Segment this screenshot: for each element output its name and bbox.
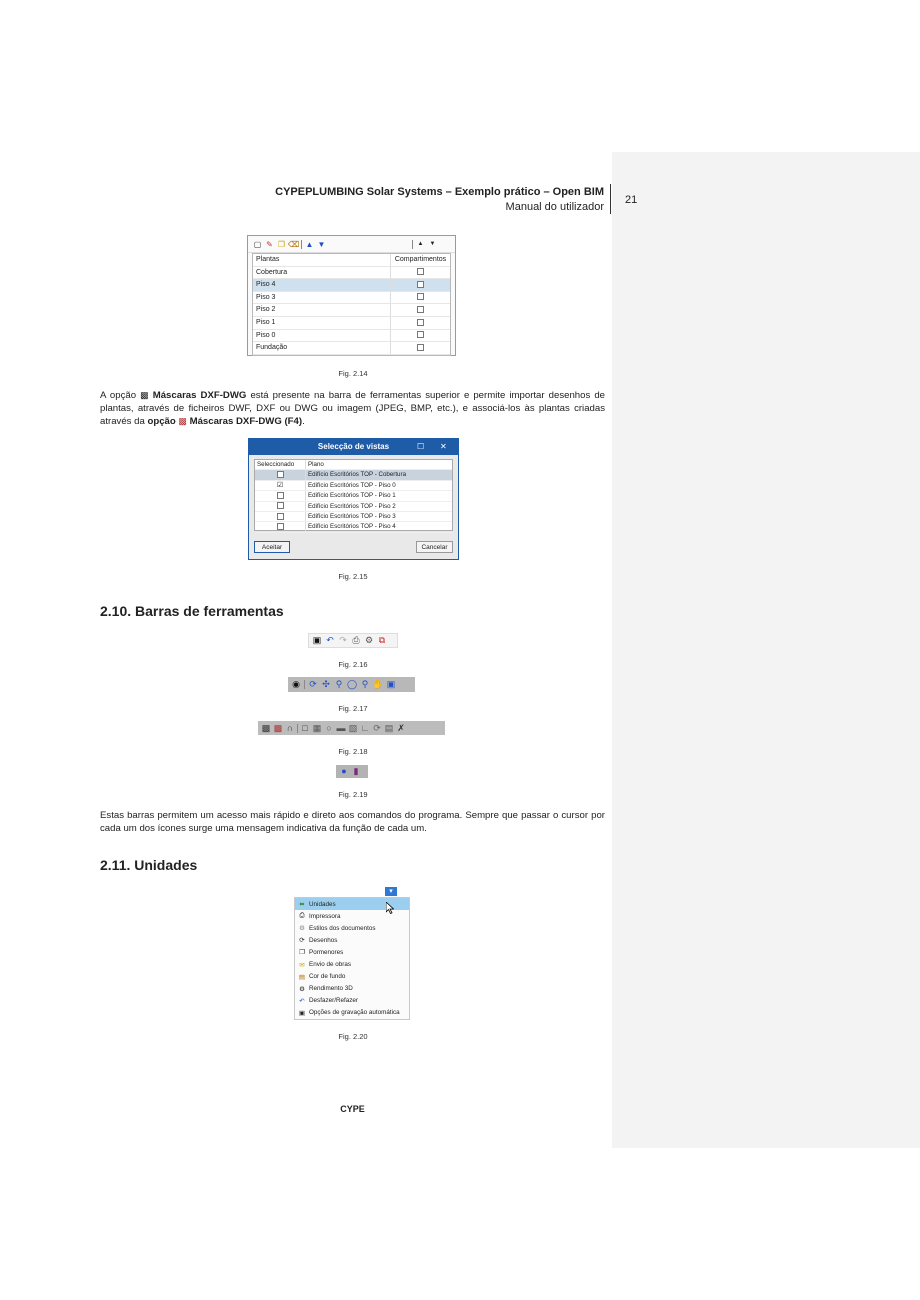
export-icon[interactable]: ⧉: [378, 635, 386, 645]
table-row-selected[interactable]: [253, 279, 450, 292]
plan-name: Edifício Escritórios TOP - Piso 3: [308, 512, 396, 520]
table-row[interactable]: [255, 491, 452, 501]
fig-2-14-plantas-panel: [247, 235, 456, 356]
figure-caption: Fig. 2.16: [338, 660, 368, 669]
square-icon[interactable]: □: [302, 722, 308, 733]
section-heading: 2.10. Barras de ferramentas: [100, 603, 284, 619]
circle-icon[interactable]: ○: [326, 722, 332, 733]
zoom-icon[interactable]: ⚲: [361, 679, 369, 689]
refresh-icon[interactable]: ⟳: [373, 722, 381, 733]
fig-2-16-toolbar: [308, 633, 398, 648]
table-header: [255, 460, 452, 470]
table-row[interactable]: [253, 292, 450, 305]
header-divider: [610, 184, 611, 214]
figure-caption: Fig. 2.14: [338, 369, 368, 378]
table-row[interactable]: [253, 330, 450, 343]
performance-3d-icon: ⚙: [299, 985, 305, 993]
plantas-table: [252, 253, 451, 356]
toolbar-separator: [301, 240, 302, 249]
menu-item-details[interactable]: ❐ Pormenores: [295, 946, 409, 958]
views-table: [254, 459, 453, 531]
dxf-icon: ▩: [140, 390, 149, 400]
arrow-up-icon[interactable]: ▲: [305, 239, 314, 249]
dxf-mask-icon[interactable]: ▩: [261, 722, 271, 733]
printer-icon: ⎙: [299, 912, 305, 920]
paragraph-masks: A opção ▩ Máscaras DXF-DWG está presente na barra de ferramentas superior e permite importar desenhos de plantas, através de ficheiros DWF, DXF ou DWG ou imagem (JPEG, BMP, etc.), e associá-los às plantas criadas através da opção ▩ Máscaras DXF-DWG (F4).: [100, 390, 605, 427]
magnet-icon[interactable]: ∩: [286, 722, 294, 733]
compartments-checkbox[interactable]: [417, 281, 424, 288]
table-row[interactable]: [255, 522, 452, 532]
layers-icon[interactable]: ▤: [384, 722, 394, 733]
header-title: CYPEPLUMBING Solar Systems – Exemplo prático – Open BIM: [275, 186, 604, 198]
dimension-icon[interactable]: ▬: [336, 722, 346, 733]
compartments-checkbox[interactable]: [417, 293, 424, 300]
toolbar-separator: [297, 724, 298, 733]
figure-caption: Fig. 2.15: [338, 572, 368, 581]
mouse-cursor-icon: [386, 902, 394, 914]
globe-icon[interactable]: ●: [341, 766, 347, 776]
arrow-down-icon[interactable]: ▼: [317, 239, 326, 249]
configuration-menu: [294, 897, 410, 1020]
column-header: Compartimentos: [394, 256, 447, 263]
header-subtitle: Manual do utilizador: [505, 201, 604, 213]
floor-name: Piso 3: [253, 292, 391, 304]
menu-item-send-projects[interactable]: ✉ Envio de obras: [295, 958, 409, 970]
accept-button[interactable]: Aceitar: [254, 541, 290, 553]
compartments-checkbox[interactable]: [417, 306, 424, 313]
configuration-dropdown-button[interactable]: ▾: [385, 887, 397, 896]
send-icon: ✉: [299, 961, 305, 969]
table-row[interactable]: [253, 317, 450, 330]
menu-item-units[interactable]: ⬌ Unidades: [295, 898, 409, 910]
plan-name: Edifício Escritórios TOP - Piso 0: [308, 481, 396, 489]
drawings-icon: ⟳: [299, 937, 305, 945]
margin-panel: [612, 152, 920, 1148]
scroll-up-icon[interactable]: ▲: [417, 240, 424, 247]
books-icon[interactable]: ▮: [353, 766, 359, 776]
paragraph-toolbars: Estas barras permitem um acesso mais rápido e direto aos comandos do programa. Sempre que passar o cursor por cada um dos ícones surge uma mensagem indicativa da função de cada um.: [100, 810, 605, 834]
axis-icon[interactable]: ∟: [360, 722, 370, 733]
fig-2-18-toolbar: [258, 721, 445, 735]
table-row[interactable]: [255, 512, 452, 522]
settings-icon[interactable]: ⚙: [364, 635, 374, 645]
print-icon[interactable]: ⎙: [352, 635, 360, 645]
footer-brand: CYPE: [340, 1104, 365, 1114]
fig-2-15-view-selection-dialog: [248, 438, 459, 560]
floor-name: Cobertura: [253, 267, 391, 279]
maximize-icon[interactable]: ☐: [417, 442, 425, 451]
select-checkbox[interactable]: [277, 492, 284, 499]
table-icon[interactable]: ▧: [348, 722, 358, 733]
menu-item-printer[interactable]: ⎙ Impressora: [295, 910, 409, 922]
table-header: [253, 254, 450, 267]
plan-name: Edifício Escritórios TOP - Piso 2: [308, 502, 396, 510]
fig-2-19-toolbar: [336, 765, 368, 778]
menu-item-undo-redo[interactable]: ↶ Desfazer/Refazer: [295, 995, 409, 1007]
compartments-checkbox[interactable]: [417, 319, 424, 326]
table-row[interactable]: [253, 304, 450, 317]
select-checkbox[interactable]: [277, 502, 284, 509]
floor-name: Piso 4: [253, 279, 391, 291]
menu-item-3d-performance[interactable]: ⚙ Rendimento 3D: [295, 983, 409, 995]
figure-caption: Fig. 2.19: [338, 790, 368, 799]
plantas-toolbar: [248, 236, 455, 253]
toolbar-separator: [412, 240, 413, 249]
select-checkbox[interactable]: [277, 513, 284, 520]
tools-icon[interactable]: ✗: [397, 722, 405, 733]
toolbar-separator: [304, 680, 305, 689]
redraw-icon[interactable]: ▣: [386, 679, 396, 689]
binoculars-icon[interactable]: ◉: [292, 679, 300, 689]
floor-name: Fundação: [253, 342, 391, 354]
undo-icon: ↶: [299, 997, 305, 1005]
dxf-mask-f4-icon[interactable]: ▩: [273, 722, 283, 733]
figure-caption: Fig. 2.18: [338, 747, 368, 756]
cancel-button[interactable]: Cancelar: [416, 541, 453, 553]
table-row[interactable]: [253, 342, 450, 355]
column-header: Plano: [308, 461, 324, 468]
close-icon[interactable]: ✕: [440, 442, 447, 451]
rotate-view-icon[interactable]: ⟳: [309, 679, 317, 689]
table-row[interactable]: [255, 481, 452, 491]
styles-icon: ⚙: [299, 925, 305, 933]
compartments-checkbox[interactable]: [417, 268, 424, 275]
zoom-previous-icon[interactable]: ◯: [346, 679, 358, 689]
menu-item-background-color[interactable]: ▤ Cor de fundo: [295, 971, 409, 983]
background-color-icon: ▤: [298, 973, 306, 981]
fig-2-17-toolbar: [288, 677, 415, 692]
select-checkbox-checked[interactable]: ☑: [276, 481, 284, 489]
compartments-checkbox[interactable]: [417, 331, 424, 338]
floor-name: Piso 0: [253, 330, 391, 342]
pan-icon[interactable]: ✋: [372, 679, 384, 689]
table-row-selected[interactable]: [255, 470, 452, 480]
zoom-extents-icon[interactable]: ✣: [322, 679, 330, 689]
select-checkbox[interactable]: [277, 523, 284, 530]
page-number: 21: [625, 194, 638, 206]
save-icon[interactable]: ▣: [312, 635, 322, 645]
new-icon[interactable]: ▢: [253, 239, 262, 249]
details-icon: ❐: [299, 949, 305, 957]
redo-icon[interactable]: ↷: [339, 635, 347, 645]
menu-item-drawings[interactable]: ⟳ Desenhos: [295, 934, 409, 946]
section-heading: 2.11. Unidades: [100, 857, 198, 873]
dialog-title: Selecção de vistas: [317, 442, 390, 451]
menu-item-autosave-options[interactable]: ▣ Opções de gravação automática: [295, 1007, 409, 1019]
delete-icon[interactable]: ⌫: [287, 239, 300, 249]
select-checkbox[interactable]: [277, 471, 284, 478]
dialog-titlebar: [249, 439, 458, 455]
column-header: Seleccionado: [255, 460, 306, 469]
edit-icon[interactable]: ✎: [266, 239, 273, 249]
figure-caption: Fig. 2.17: [338, 704, 368, 713]
save-icon: ▣: [298, 1009, 306, 1017]
menu-item-document-styles[interactable]: ⚙ Estilos dos documentos: [295, 922, 409, 934]
dxf-f4-icon: ▩: [178, 416, 187, 426]
table-row[interactable]: [255, 502, 452, 512]
column-header: Plantas: [253, 254, 391, 266]
copy-icon[interactable]: ❐: [277, 239, 286, 249]
units-icon: ⬌: [299, 901, 305, 909]
compartments-checkbox[interactable]: [417, 344, 424, 351]
plan-name: Edifício Escritórios TOP - Piso 1: [308, 492, 396, 500]
plan-name: Edifício Escritórios TOP - Cobertura: [308, 471, 407, 479]
scroll-down-icon[interactable]: ▼: [429, 240, 436, 247]
floor-name: Piso 1: [253, 317, 391, 329]
plan-name: Edifício Escritórios TOP - Piso 4: [308, 523, 396, 531]
zoom-window-icon[interactable]: ⚲: [335, 679, 343, 689]
table-row[interactable]: [253, 267, 450, 280]
floor-name: Piso 2: [253, 304, 391, 316]
grid-icon[interactable]: ▦: [312, 722, 322, 733]
undo-icon[interactable]: ↶: [326, 635, 334, 645]
figure-caption: Fig. 2.20: [338, 1032, 368, 1041]
